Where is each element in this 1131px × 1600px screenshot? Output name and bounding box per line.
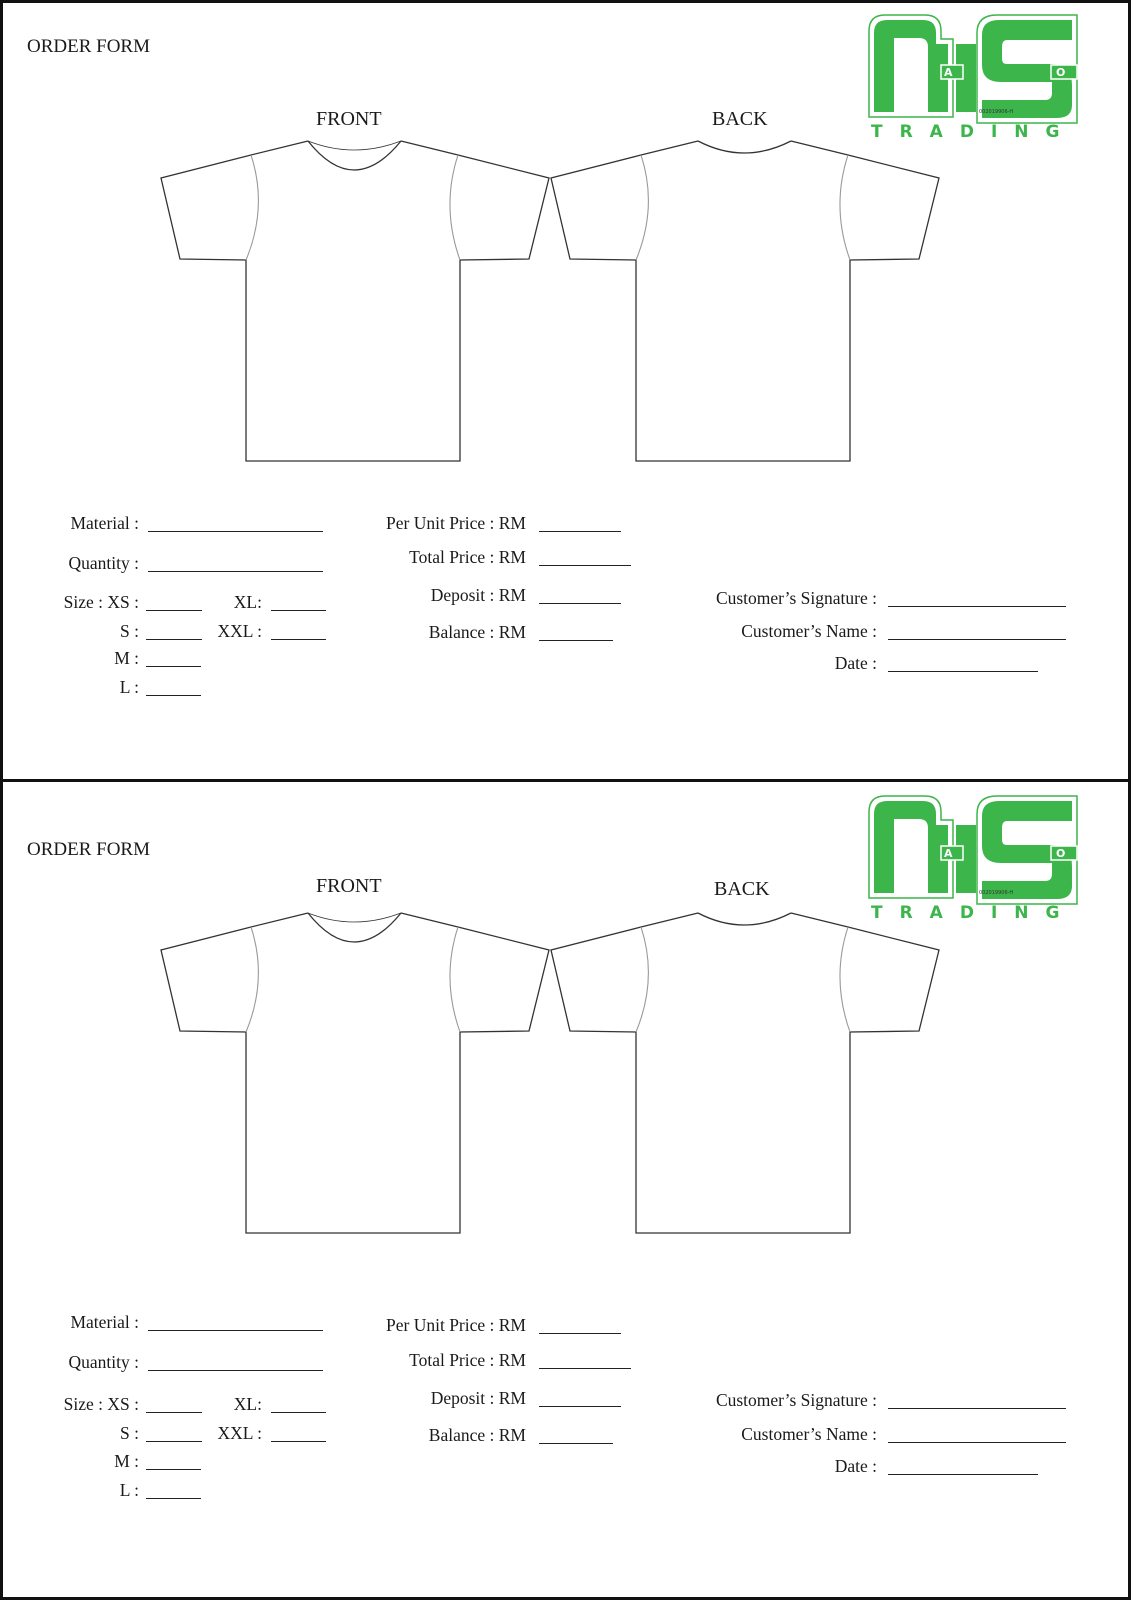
per-unit-price-input-line[interactable]	[539, 1333, 621, 1334]
size-s-label: S :	[120, 621, 139, 641]
size-m-label: M :	[114, 648, 139, 668]
form-title: ORDER FORM	[27, 36, 150, 57]
size-m-input-line[interactable]	[146, 1469, 201, 1470]
logo-reg-number: 002019906-H	[979, 109, 1014, 115]
front-label: FRONT	[316, 875, 382, 897]
size-s-input-line[interactable]	[146, 1441, 202, 1442]
size-xs-label: Size : XS :	[63, 592, 139, 612]
size-l-label: L :	[119, 677, 139, 697]
customer-signature-input-line[interactable]	[888, 1408, 1066, 1409]
material-input-line[interactable]	[148, 1330, 323, 1331]
size-m-input-line[interactable]	[146, 666, 201, 667]
date-input-line[interactable]	[888, 671, 1038, 672]
form-title: ORDER FORM	[27, 839, 150, 860]
size-l-input-line[interactable]	[146, 695, 201, 696]
quantity-input-line[interactable]	[148, 571, 323, 572]
logo-o-letter: O	[1056, 847, 1066, 860]
size-m-label: M :	[114, 1451, 139, 1471]
date-label: Date :	[834, 653, 877, 673]
quantity-label: Quantity :	[68, 553, 139, 573]
tshirt-back-outline	[548, 909, 943, 1239]
size-xl-label: XL:	[233, 592, 262, 612]
total-price-input-line[interactable]	[539, 1368, 631, 1369]
size-xxl-label: XXL :	[217, 621, 262, 641]
customer-signature-label: Customer’s Signature :	[715, 588, 877, 608]
naso-trading-logo	[865, 13, 1083, 141]
customer-signature-label: Customer’s Signature :	[715, 1390, 877, 1410]
size-s-label: S :	[120, 1423, 139, 1443]
customer-name-input-line[interactable]	[888, 1442, 1066, 1443]
size-l-label: L :	[119, 1480, 139, 1500]
date-input-line[interactable]	[888, 1474, 1038, 1475]
date-label: Date :	[834, 1456, 877, 1476]
logo-tagline: TRADING	[871, 903, 1077, 922]
balance-label: Balance : RM	[428, 622, 526, 642]
total-price-label: Total Price : RM	[409, 1350, 526, 1370]
customer-signature-input-line[interactable]	[888, 606, 1066, 607]
quantity-input-line[interactable]	[148, 1370, 323, 1371]
balance-input-line[interactable]	[539, 1443, 613, 1444]
size-xs-input-line[interactable]	[146, 1412, 202, 1413]
order-form-top	[0, 0, 1131, 782]
per-unit-price-label: Per Unit Price : RM	[386, 513, 526, 533]
naso-logo-graphic	[865, 13, 1083, 141]
total-price-label: Total Price : RM	[409, 547, 526, 567]
logo-reg-number: 002019906-H	[979, 890, 1014, 896]
naso-logo-graphic	[865, 794, 1083, 922]
tshirt-front-outline	[158, 137, 553, 467]
material-label: Material :	[70, 1312, 139, 1332]
size-xxl-input-line[interactable]	[271, 1441, 326, 1442]
logo-o-letter: O	[1056, 66, 1066, 79]
deposit-label: Deposit : RM	[430, 585, 526, 605]
total-price-input-line[interactable]	[539, 565, 631, 566]
back-label: BACK	[712, 108, 768, 130]
customer-name-label: Customer’s Name :	[741, 621, 877, 641]
balance-label: Balance : RM	[428, 1425, 526, 1445]
tshirt-back-outline	[548, 137, 943, 467]
size-xxl-label: XXL :	[217, 1423, 262, 1443]
logo-tagline: TRADING	[871, 122, 1077, 141]
tshirt-front-outline	[158, 909, 553, 1239]
deposit-label: Deposit : RM	[430, 1388, 526, 1408]
material-input-line[interactable]	[148, 531, 323, 532]
size-xl-input-line[interactable]	[271, 1412, 326, 1413]
size-xl-input-line[interactable]	[271, 610, 326, 611]
per-unit-price-label: Per Unit Price : RM	[386, 1315, 526, 1335]
size-xs-label: Size : XS :	[63, 1394, 139, 1414]
material-label: Material :	[70, 513, 139, 533]
size-s-input-line[interactable]	[146, 639, 202, 640]
logo-a-letter: A	[944, 847, 953, 860]
quantity-label: Quantity :	[68, 1352, 139, 1372]
balance-input-line[interactable]	[539, 640, 613, 641]
order-form-bottom	[0, 779, 1131, 1600]
customer-name-label: Customer’s Name :	[741, 1424, 877, 1444]
size-xxl-input-line[interactable]	[271, 639, 326, 640]
naso-trading-logo	[865, 794, 1083, 922]
front-label: FRONT	[316, 108, 382, 130]
size-xl-label: XL:	[233, 1394, 262, 1414]
size-xs-input-line[interactable]	[146, 610, 202, 611]
back-label: BACK	[714, 878, 770, 900]
deposit-input-line[interactable]	[539, 603, 621, 604]
per-unit-price-input-line[interactable]	[539, 531, 621, 532]
customer-name-input-line[interactable]	[888, 639, 1066, 640]
size-l-input-line[interactable]	[146, 1498, 201, 1499]
logo-a-letter: A	[944, 66, 953, 79]
deposit-input-line[interactable]	[539, 1406, 621, 1407]
